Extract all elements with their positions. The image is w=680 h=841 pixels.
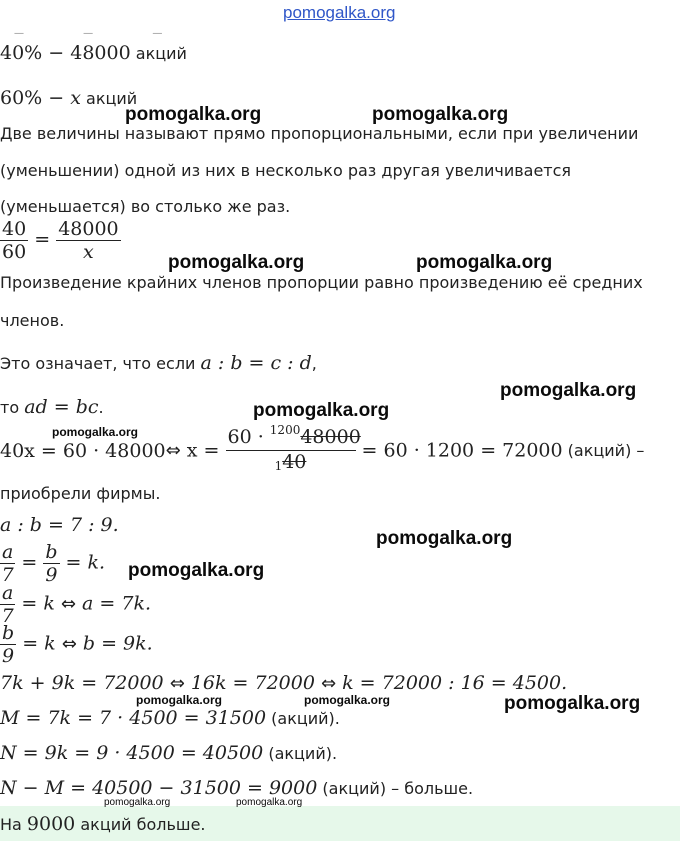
percent-60: 60% [0,87,43,109]
ratio-line: a : b = 7 : 9. [0,514,119,536]
definition-line-3: (уменьшается) во столько же раз. [0,197,291,216]
k-equation: 7k + 9k = 72000 ⇔ 16k = 72000 ⇔ k = 72000 : 16 = 4500. [0,672,568,694]
fraction-40-60: $\frac{40}{60}$ [2,218,27,263]
fraction-equation: $\frac{40}{60}$ = $\frac{48000}{x}$ [2,218,119,263]
solution-equation: 40x = 60 · 48000⇔ x = $\frac{60 \cdot ^{1200}48000}{140}$ = 60 · 1200 = 72000 (акций) – [0,423,645,473]
product-formula: ad = bc [24,396,99,418]
reduced-fraction: $\frac{60 \cdot ^{1200}48000}{140}$ [227,423,361,473]
percent-40: 40% [0,42,43,64]
watermark: pomogalka.org [253,400,390,421]
watermark: pomogalka.org [376,528,513,549]
fraction-48000-x: $\frac{48000}{x}$ [58,218,119,263]
watermark: pomogalka.org [136,693,223,707]
equivalence-arrow: ⇔ [165,440,181,461]
unit-label: акций [80,89,138,108]
watermark: pomogalka.org [372,104,509,125]
watermark: pomogalka.org [104,797,171,808]
proportion-line-2 [0,87,137,109]
meaning-line: Это означает, что если a : b = c : d, [0,352,317,374]
watermark: pomogalka.org [128,560,265,581]
a-equation: $\frac{a}{7}$ = k ⇔ a = 7k. [1,582,151,627]
watermark: pomogalka.org [168,252,305,273]
proportion-formula: a : b = c : d [200,352,312,374]
property-line-2: членов. [0,311,65,330]
watermark: pomogalka.org [236,797,303,808]
watermark: pomogalka.org [504,693,641,714]
definition-line-2: (уменьшении) одной из них в несколько раз другая увеличивается [0,161,572,180]
answer-value: 9000 [26,813,76,835]
conclusion-line: приобрели фирмы. [0,484,161,503]
n-equation: N = 9k = 9 · 4500 = 40500 (акций). [0,742,338,764]
watermark: pomogalka.org [52,425,139,439]
property-line-1: Произведение крайних членов пропорции равно произведению её средних [0,273,643,292]
definition-line-1: Две величины называют прямо пропорциональными, если при увеличении [0,124,639,143]
watermark: pomogalka.org [304,693,391,707]
ratio-fractions: $\frac{a}{7}$ = $\frac{b}{9}$ = k. [1,541,106,586]
product-rule-line: то ad = bc. [0,396,104,418]
unit-label: акций [130,44,187,63]
watermark: pomogalka.org [416,252,553,273]
b-equation: $\frac{b}{9}$ = k ⇔ b = 9k. [2,622,153,667]
watermark: pomogalka.org [500,380,637,401]
var-x: x [70,87,81,109]
dash: − [42,87,71,109]
cut-header: — — — [14,28,191,34]
site-link[interactable]: pomogalka.org [283,3,396,22]
watermark: pomogalka.org [125,104,262,125]
m-equation: M = 7k = 7 · 4500 = 31500 (акций). [0,707,340,729]
value-48000: − 48000 [42,42,131,64]
answer-text: На 9000 акций больше. [0,813,206,835]
difference-equation: N − M = 40500 − 31500 = 9000 (акций) – больше. [0,777,474,799]
proportion-line-1 [0,42,187,64]
